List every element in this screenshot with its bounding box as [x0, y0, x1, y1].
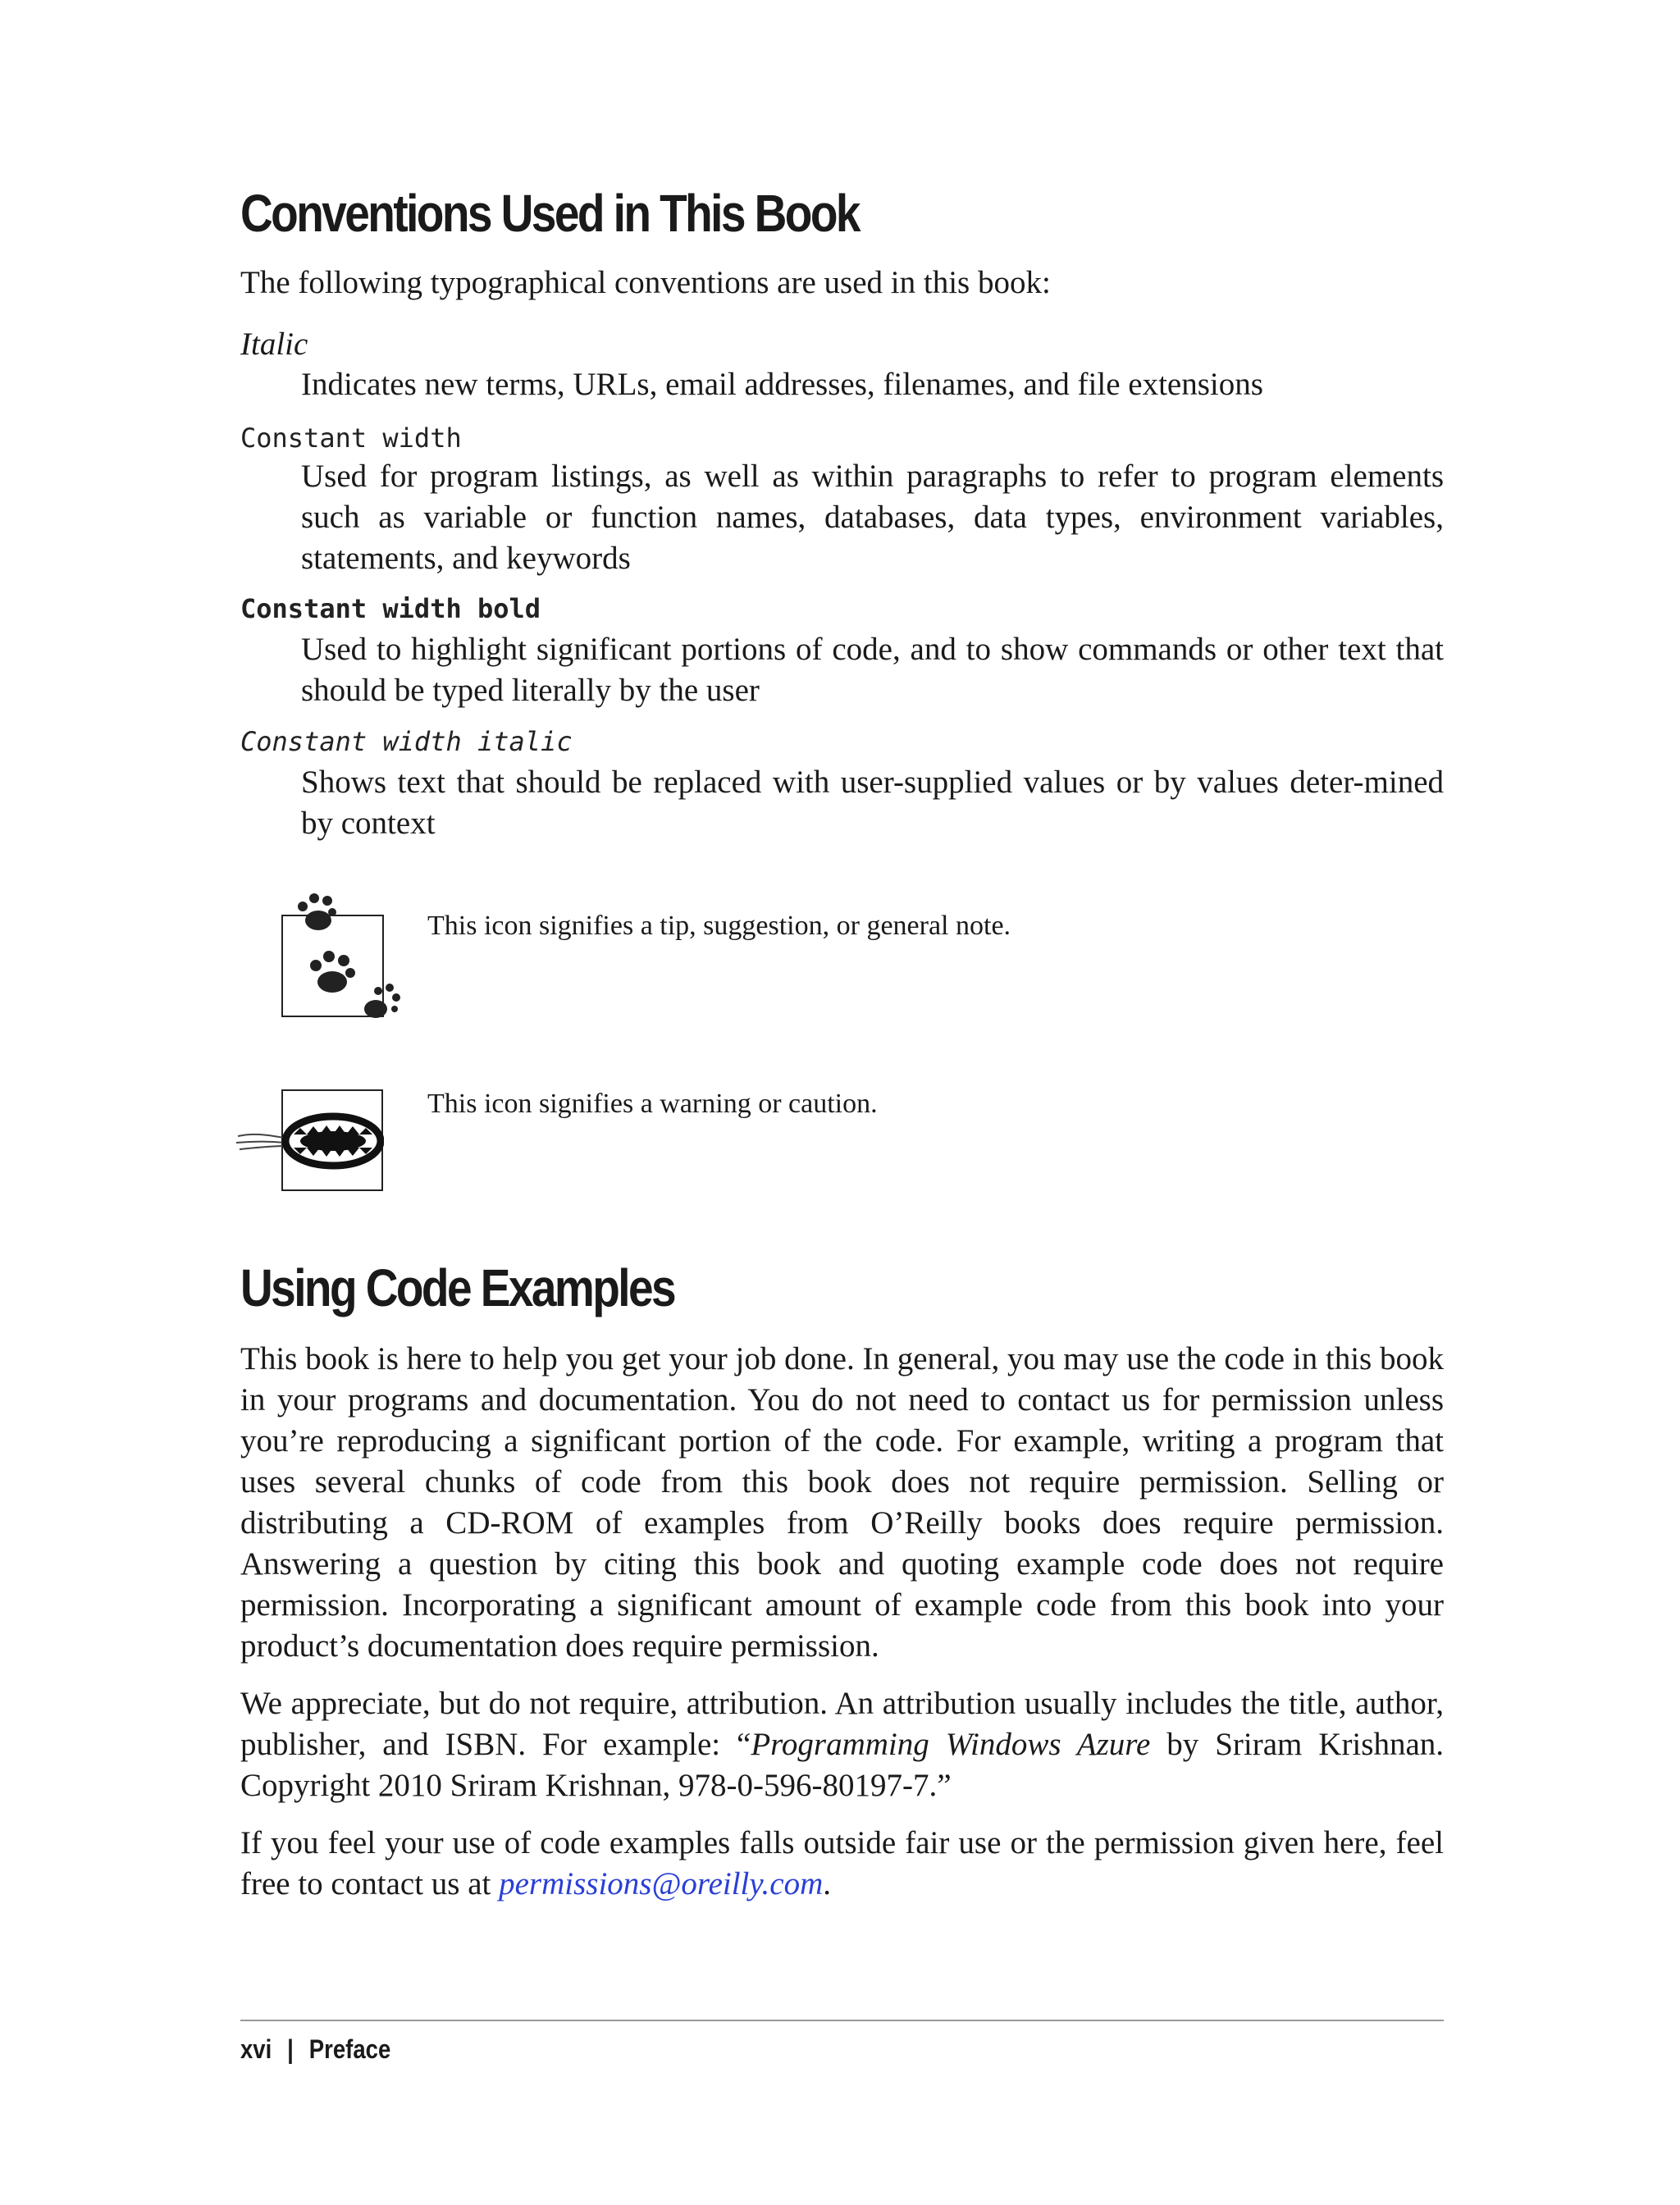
page-footer: [240, 2034, 390, 2065]
convention-desc-constant-width: Used for program listings, as well as within paragraphs to refer to program elements such as variable or function names, databases, data types, environment variables, statements, and keywords: [301, 459, 1444, 576]
section-title-code-examples: Using Code Examples: [240, 1258, 675, 1317]
attribution-text-after: by Sriram Krishnan. Copyright 2010 Sriram Krishnan, 978-0-596-80197-7.”: [240, 1727, 1445, 1803]
convention-term-constant-width-italic: Constant width italic: [240, 726, 573, 757]
permissions-email-link[interactable]: permissions@oreilly.com: [499, 1866, 824, 1901]
convention-desc-italic: Indicates new terms, URLs, email addresses, filenames, and file extensions: [301, 367, 1263, 402]
contact-text-before: If you feel your use of code examples falls outside fair use or the permission given here, feel free to contact us at: [240, 1825, 1444, 1901]
footer-separator: |: [287, 2034, 294, 2064]
warning-note-text: This icon signifies a warning or caution.: [427, 1089, 878, 1119]
tip-note-text: This icon signifies a tip, suggestion, or general note.: [427, 911, 1011, 941]
footer-rule: [240, 2020, 1444, 2021]
convention-term-italic: Italic: [240, 326, 308, 362]
code-examples-paragraph-3: [240, 1823, 1444, 1905]
convention-desc-constant-width-italic: Shows text that should be replaced with user-supplied values or by values deter-mined by context: [301, 765, 1444, 841]
code-examples-paragraph-1: This book is here to help you get your job done. In general, you may use the code in this book in your programs and documentation. You do not need to contact us for permission unless you’re reproducing a significant portion of the code. For example, writing a program that uses several chunks of code from this book does not require permission. Selling or distributing a CD-ROM of examples from O’Reilly books does require permission. Answering a question by citing this book and quoting example code does not require permission. Incorporating a significant amount of example code from this book into your product’s documentation does require permission.: [240, 1341, 1444, 1664]
section-title-conventions: Conventions Used in This Book: [240, 184, 859, 243]
contact-text-after: .: [823, 1866, 832, 1901]
page-number: xvi: [240, 2034, 272, 2064]
code-examples-paragraph-2: [240, 1683, 1444, 1806]
book-title-citation: Programming Windows Azure: [751, 1727, 1151, 1762]
convention-desc-constant-width-bold: Used to highlight significant portions of code, and to show commands or other text that should be typed literally by the user: [301, 632, 1444, 708]
bear-trap-icon: [236, 1087, 384, 1194]
attribution-text-before: We appreciate, but do not require, attribution. An attribution usually includes the title, author, publisher, and ISBN. For example: “: [240, 1686, 1444, 1762]
conventions-intro: The following typographical conventions are used in this book:: [240, 265, 1051, 300]
convention-term-constant-width-bold: Constant width bold: [240, 593, 541, 624]
pawprints-icon: [281, 886, 421, 1034]
convention-term-constant-width: Constant width: [240, 422, 462, 454]
footer-section-name: Preface: [308, 2034, 391, 2064]
book-page: [240, 0, 1444, 2205]
